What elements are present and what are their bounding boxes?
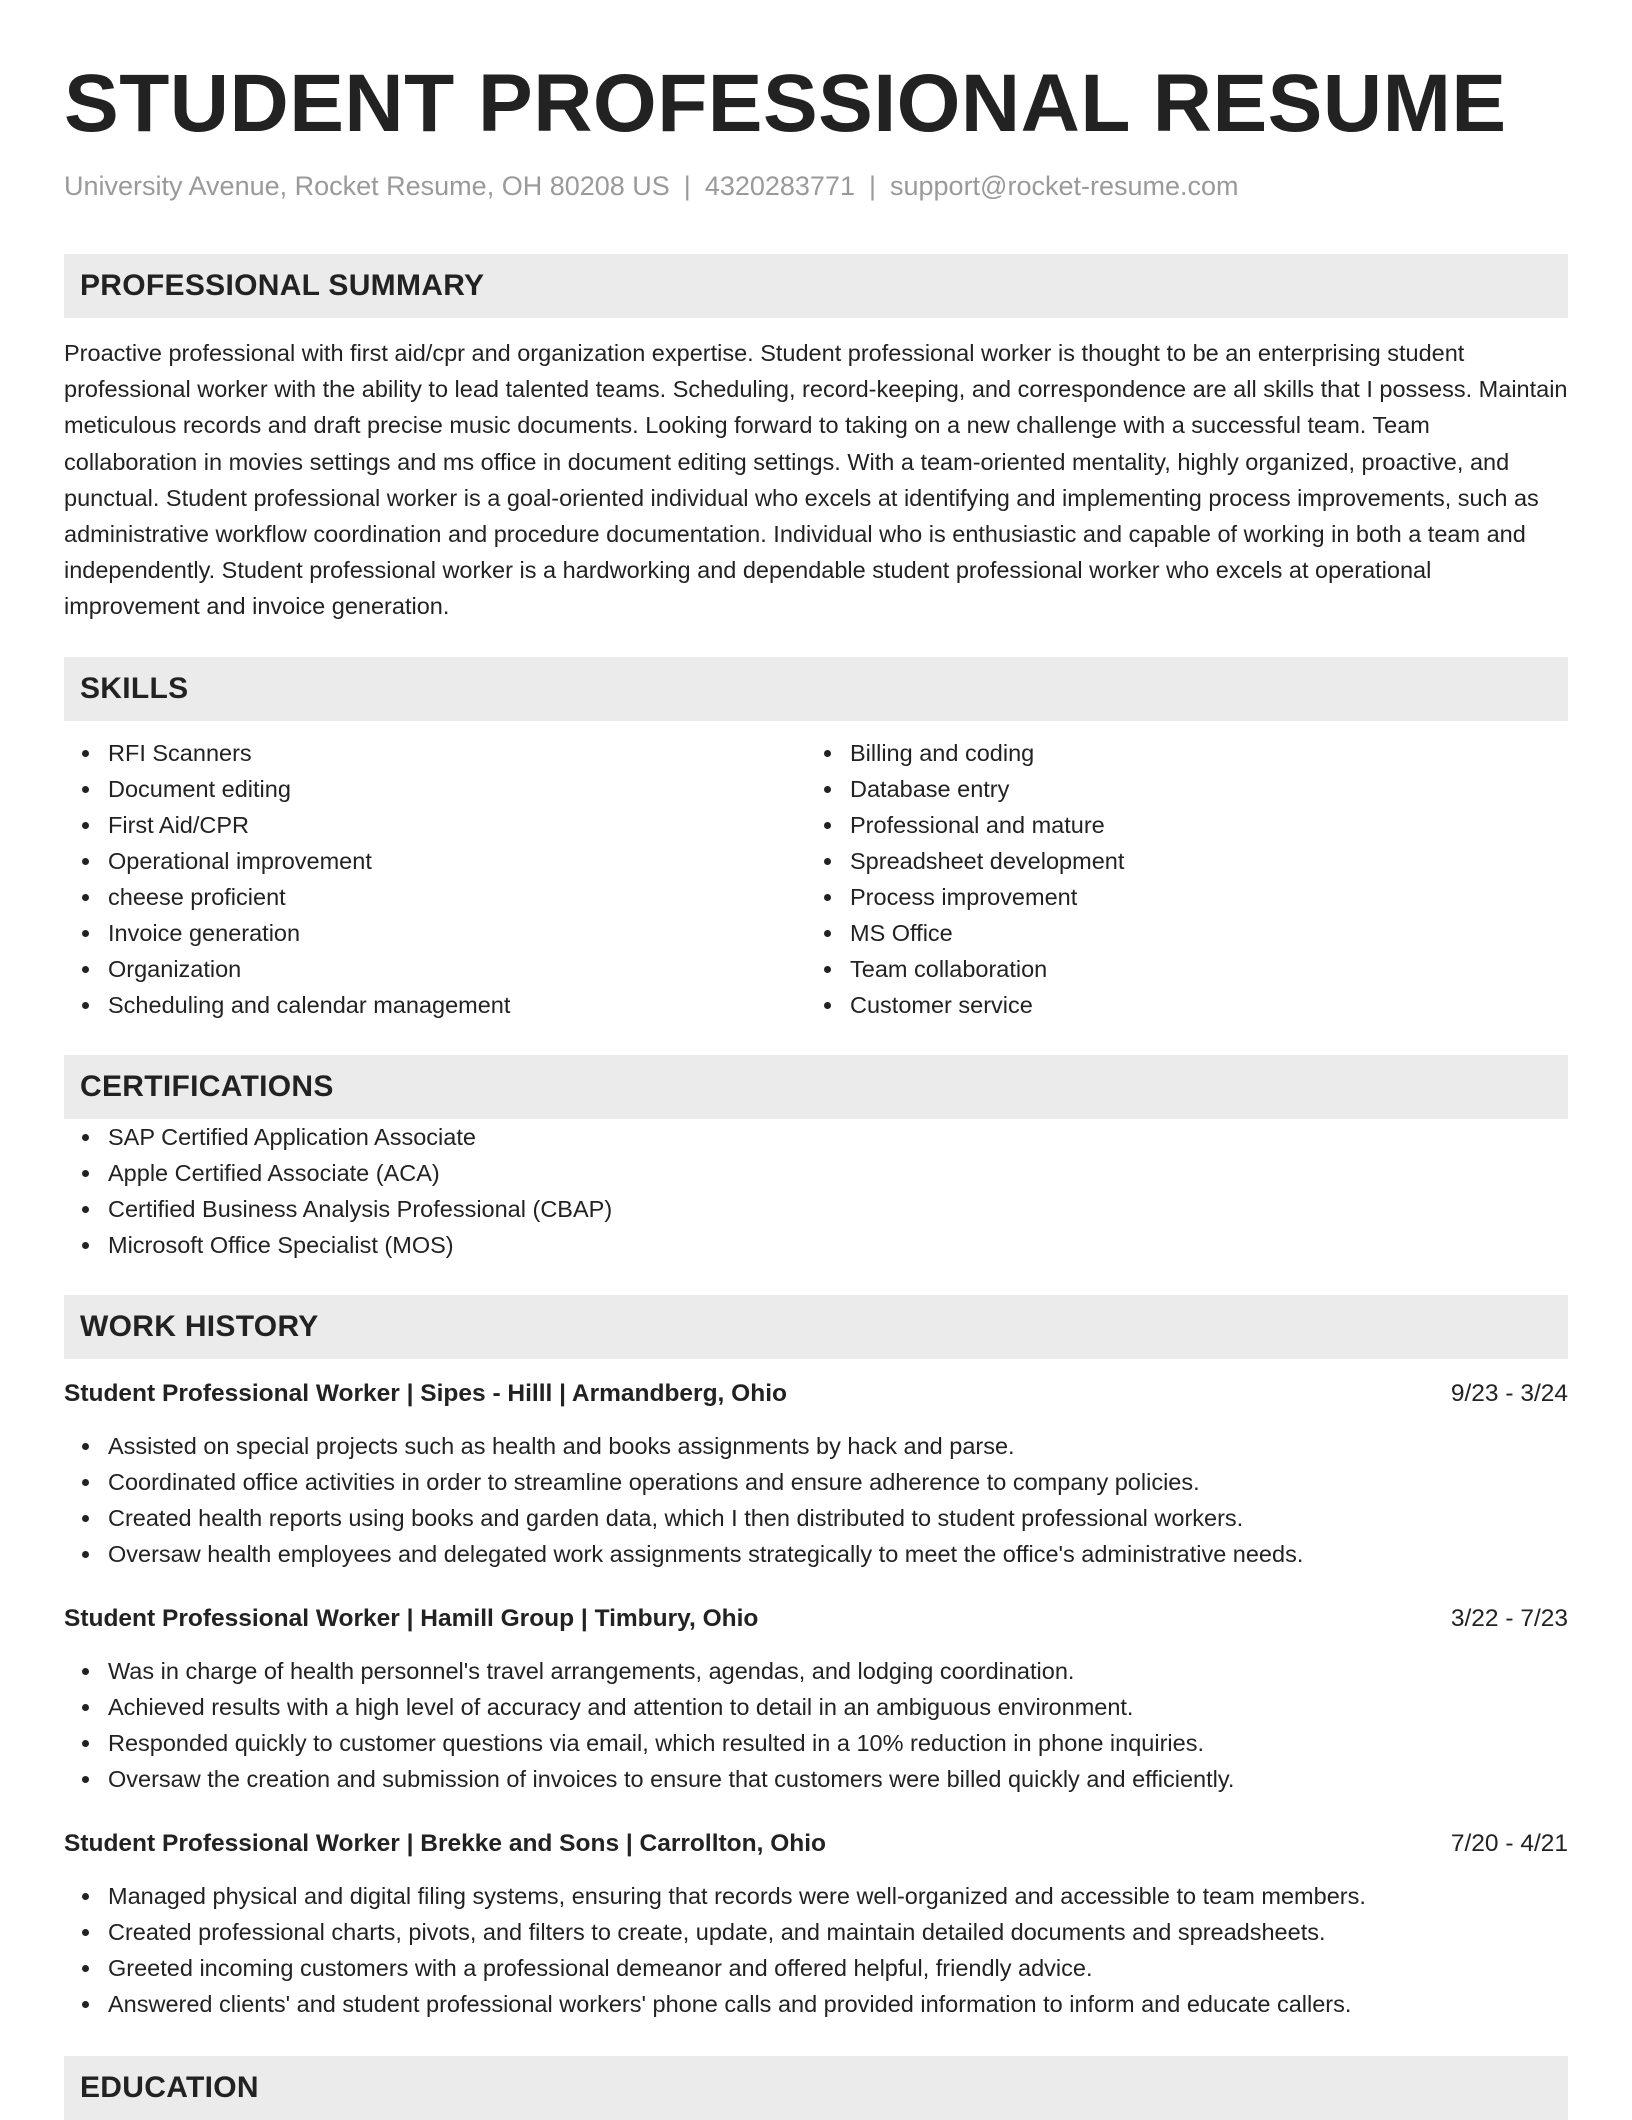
section-header-work-history: WORK HISTORY — [64, 1295, 1568, 1359]
job-bullets — [64, 1653, 1568, 1797]
skills-list-left — [64, 735, 806, 1023]
skill-item: RFI Scanners — [64, 735, 806, 771]
bullet-icon — [824, 894, 831, 901]
skill-item: MS Office — [806, 915, 1548, 951]
bullet-icon — [82, 786, 89, 793]
section-header-skills: SKILLS — [64, 657, 1568, 721]
skill-item: First Aid/CPR — [64, 807, 806, 843]
bullet-icon — [82, 1515, 89, 1522]
bullet-icon — [82, 1551, 89, 1558]
job-bullets — [64, 1428, 1568, 1572]
bullet-icon — [824, 930, 831, 937]
bullet-icon — [82, 1206, 89, 1213]
job-dates: 7/20 - 4/21 — [1450, 1829, 1568, 1857]
job-title: Student Professional Worker | Sipes - Hilll | Armandberg, Ohio — [64, 1379, 787, 1407]
contact-separator: | — [868, 171, 876, 201]
skill-item: Organization — [64, 951, 806, 987]
certification-item: Certified Business Analysis Professional (CBAP) — [64, 1191, 1568, 1227]
bullet-icon — [82, 1776, 89, 1783]
bullet-icon — [824, 822, 831, 829]
bullet-icon — [824, 750, 831, 757]
job-title: Student Professional Worker | Brekke and Sons | Carrollton, Ohio — [64, 1829, 827, 1857]
skill-item: Database entry — [806, 771, 1548, 807]
skill-item: Process improvement — [806, 879, 1548, 915]
skill-item: Billing and coding — [806, 735, 1548, 771]
job-bullet: Created health reports using books and garden data, which I then distributed to student professional workers. — [64, 1500, 1568, 1536]
job-header — [64, 1377, 1568, 1411]
section-header-education: EDUCATION — [64, 2056, 1568, 2120]
bullet-icon — [82, 1740, 89, 1747]
job-entry — [64, 1827, 1568, 2022]
bullet-icon — [824, 966, 831, 973]
bullet-icon — [82, 1479, 89, 1486]
job-bullet: Achieved results with a high level of accuracy and attention to detail in an ambiguous environment. — [64, 1689, 1568, 1725]
bullet-icon — [82, 966, 89, 973]
bullet-icon — [82, 822, 89, 829]
bullet-icon — [82, 1929, 89, 1936]
bullet-icon — [82, 1893, 89, 1900]
bullet-icon — [82, 1965, 89, 1972]
bullet-icon — [82, 750, 89, 757]
skills-column-right — [806, 735, 1548, 1023]
resume-page — [64, 0, 1568, 2120]
section-header-summary: PROFESSIONAL SUMMARY — [64, 254, 1568, 318]
bullet-icon — [824, 858, 831, 865]
skills-grid — [64, 735, 1568, 1023]
skill-item: Customer service — [806, 987, 1548, 1023]
job-bullet: Answered clients' and student professional workers' phone calls and provided information to inform and educate callers. — [64, 1986, 1568, 2022]
skill-item: Operational improvement — [64, 843, 806, 879]
job-bullet: Oversaw health employees and delegated work assignments strategically to meet the office's administrative needs. — [64, 1536, 1568, 1572]
job-bullet: Responded quickly to customer questions via email, which resulted in a 10% reduction in phone inquiries. — [64, 1725, 1568, 1761]
skill-item: Professional and mature — [806, 807, 1548, 843]
certification-item: Apple Certified Associate (ACA) — [64, 1155, 1568, 1191]
job-entry — [64, 1377, 1568, 1572]
contact-email[interactable]: support@rocket-resume.com — [890, 171, 1239, 201]
bullet-icon — [82, 1002, 89, 1009]
bullet-icon — [82, 930, 89, 937]
job-header — [64, 1602, 1568, 1636]
skill-item: Scheduling and calendar management — [64, 987, 806, 1023]
job-bullet: Assisted on special projects such as health and books assignments by hack and parse. — [64, 1428, 1568, 1464]
bullet-icon — [82, 2001, 89, 2008]
contact-line — [64, 170, 1568, 202]
job-header — [64, 1827, 1568, 1861]
certification-item: Microsoft Office Specialist (MOS) — [64, 1227, 1568, 1263]
bullet-icon — [82, 1443, 89, 1450]
job-bullet: Coordinated office activities in order to streamline operations and ensure adherence to company policies. — [64, 1464, 1568, 1500]
bullet-icon — [82, 1242, 89, 1249]
contact-separator: | — [683, 171, 691, 201]
bullet-icon — [82, 1668, 89, 1675]
bullet-icon — [82, 1134, 89, 1141]
skills-list-right — [806, 735, 1548, 1023]
bullet-icon — [82, 1704, 89, 1711]
job-dates: 9/23 - 3/24 — [1450, 1379, 1568, 1407]
skill-item: cheese proficient — [64, 879, 806, 915]
section-header-certifications: CERTIFICATIONS — [64, 1055, 1568, 1119]
job-entry — [64, 1602, 1568, 1797]
bullet-icon — [82, 858, 89, 865]
resume-title: STUDENT PROFESSIONAL RESUME — [64, 58, 1507, 149]
skill-item: Team collaboration — [806, 951, 1548, 987]
summary-text: Proactive professional with first aid/cpr and organization expertise. Student professional worker is thought to be an enterprising student professional worker with the ability to lead talented teams. Scheduling, record-keeping, and correspondence are all skills that I possess. Maintain meticulous records and draft precise music documents. Looking forward to taking on a new challenge with a successful team. Team collaboration in movies settings and ms office in document editing settings. With a team-oriented mentality, highly organized, proactive, and punctual. Student professional worker is a goal-oriented individual who excels at identifying and implementing process improvements, such as administrative workflow coordination and procedure documentation. Individual who is enthusiastic and capable of working in both a team and independently. Student professional worker is a hardworking and dependable student professional worker who excels at operational improvement and invoice generation. — [64, 340, 1568, 620]
bullet-icon — [82, 894, 89, 901]
job-bullet: Oversaw the creation and submission of invoices to ensure that customers were billed quickly and efficiently. — [64, 1761, 1568, 1797]
job-bullet: Managed physical and digital filing systems, ensuring that records were well-organized and accessible to team members. — [64, 1878, 1568, 1914]
job-dates: 3/22 - 7/23 — [1450, 1604, 1568, 1632]
bullet-icon — [82, 1170, 89, 1177]
contact-phone: 4320283771 — [704, 171, 855, 201]
job-bullet: Greeted incoming customers with a professional demeanor and offered helpful, friendly advice. — [64, 1950, 1568, 1986]
skill-item: Invoice generation — [64, 915, 806, 951]
certifications-list — [64, 1119, 1568, 1263]
job-title: Student Professional Worker | Hamill Group | Timbury, Ohio — [64, 1604, 759, 1632]
contact-address: University Avenue, Rocket Resume, OH 80208 US — [64, 171, 670, 201]
job-bullet: Created professional charts, pivots, and filters to create, update, and maintain detailed documents and spreadsheets. — [64, 1914, 1568, 1950]
skill-item: Document editing — [64, 771, 806, 807]
bullet-icon — [824, 786, 831, 793]
skill-item: Spreadsheet development — [806, 843, 1548, 879]
job-bullets — [64, 1878, 1568, 2022]
certification-item: SAP Certified Application Associate — [64, 1119, 1568, 1155]
job-bullet: Was in charge of health personnel's travel arrangements, agendas, and lodging coordination. — [64, 1653, 1568, 1689]
skills-column-left — [64, 735, 806, 1023]
bullet-icon — [824, 1002, 831, 1009]
